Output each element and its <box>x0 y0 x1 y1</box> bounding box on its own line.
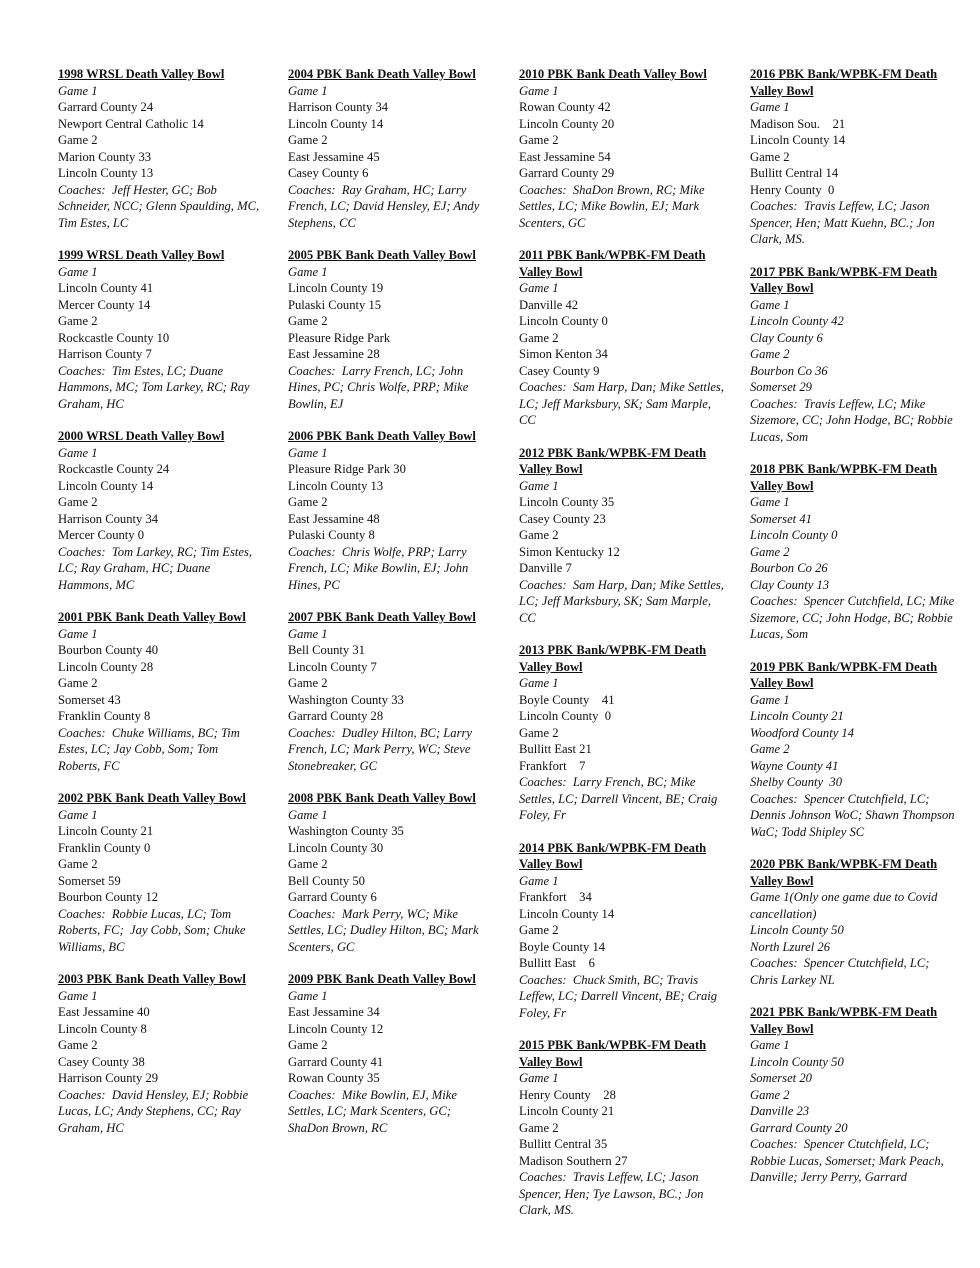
score-line: Lincoln County 0 <box>750 528 838 542</box>
score-line: Lincoln County 50 <box>750 923 844 937</box>
coaches-line: Coaches: Ray Graham, HC; Larry French, LC; David Hensley, EJ; Andy Stephens, CC <box>288 182 483 230</box>
score-line: Somerset 29 <box>750 380 812 394</box>
score-line: Rockcastle County 24 <box>58 462 170 476</box>
game-label: Game 1 <box>288 807 328 822</box>
game-label: Game 1 <box>288 988 328 1003</box>
score-line: Lincoln County 13 <box>58 166 154 180</box>
bowl-entry <box>750 659 958 841</box>
bowl-entry <box>288 790 493 955</box>
bowl-title: 2019 PBK Bank/WPBK-FM Death Valley Bowl <box>750 659 938 690</box>
game-label: Game 1 <box>288 83 328 98</box>
score-line: Clay County 13 <box>750 577 830 592</box>
bowl-entry <box>750 461 958 643</box>
bowl-entry <box>58 428 263 593</box>
score-line: Franklin County 8 <box>58 709 151 723</box>
game-label: Game 2 <box>58 133 98 147</box>
score-line: Garrard County 41 <box>288 1054 384 1069</box>
score-line: Henry County 0 <box>750 182 835 197</box>
score-line: Lincoln County 14 <box>750 133 846 147</box>
game-label: Game 1 <box>750 1038 790 1052</box>
score-line: Pulaski County 8 <box>288 528 375 542</box>
score-line: East Jessamine 48 <box>288 511 380 526</box>
bowl-entry <box>288 247 493 412</box>
coaches-line: Coaches: Sam Harp, Dan; Mike Settles, LC; Jeff Marksbury, SK; Sam Marple, CC <box>519 577 728 625</box>
score-line: Harrison County 29 <box>58 1071 159 1085</box>
bowl-title: 2013 PBK Bank/WPBK-FM Death Valley Bowl <box>519 643 707 674</box>
score-line: Somerset 59 <box>58 873 121 888</box>
score-line: Mercer County 14 <box>58 297 151 312</box>
score-line: East Jessamine 28 <box>288 347 380 361</box>
coaches-line: Coaches: Spencer Ctutchfield, LC; Robbie Lucas, Somerset; Mark Peach, Danville; Jerry Perry, Garrard <box>750 1137 947 1184</box>
game-label: Game 2 <box>58 676 98 690</box>
bowl-title: 2001 PBK Bank Death Valley Bowl <box>58 610 246 624</box>
game-label: Game 2 <box>288 676 328 690</box>
coaches-line: Coaches: ShaDon Brown, RC; Mike Settles, LC; Mike Bowlin, EJ; Mark Scenters, GC <box>519 182 708 230</box>
game-label: Game 2 <box>750 544 790 559</box>
score-line: Lincoln County 41 <box>58 281 154 295</box>
score-line: Harrison County 34 <box>288 100 389 114</box>
score-line: Bourbon Co 26 <box>750 561 828 575</box>
bowl-title: 2008 PBK Bank Death Valley Bowl <box>288 791 476 805</box>
game-label: Game 2 <box>750 347 790 361</box>
score-line: East Jessamine 54 <box>519 149 611 164</box>
score-line: Pleasure Ridge Park 30 <box>288 462 406 476</box>
bowl-entry <box>58 609 263 774</box>
score-line: Lincoln County 7 <box>288 659 377 674</box>
coaches-line: Coaches: Dudley Hilton, BC; Larry French, LC; Mark Perry, WC; Steve Stonebreaker, GC <box>288 725 476 773</box>
game-label: Game 1 <box>519 873 559 888</box>
score-line: Lincoln County 14 <box>288 116 384 131</box>
game-label: Game 2 <box>288 314 328 328</box>
game-label: Game 2 <box>58 495 98 509</box>
game-label: Game 2 <box>519 923 559 937</box>
score-line: Somerset 43 <box>58 692 121 707</box>
bowl-title: 2012 PBK Bank/WPBK-FM Death Valley Bowl <box>519 445 707 476</box>
coaches-line: Coaches: Larry French, LC; John Hines, PC; Chris Wolfe, PRP; Mike Bowlin, EJ <box>288 363 472 411</box>
column-2 <box>288 66 493 1152</box>
coaches-line: Coaches: Sam Harp, Dan; Mike Settles, LC; Jeff Marksbury, SK; Sam Marple, CC <box>519 380 728 427</box>
score-line: Lincoln County 14 <box>58 478 154 493</box>
score-line: Frankfort 34 <box>519 890 592 904</box>
bowl-entry <box>58 247 263 412</box>
score-line: Casey County 6 <box>288 166 369 180</box>
game-label: Game 1(Only one game due to Covid cancellation) <box>750 890 938 921</box>
coaches-line: Coaches: Chris Wolfe, PRP; Larry French, LC; Mike Bowlin, EJ; John Hines, PC <box>288 544 472 592</box>
game-label: Game 1 <box>58 83 98 98</box>
score-line: Washington County 33 <box>288 692 404 707</box>
score-line: Woodford County 14 <box>750 725 855 740</box>
score-line: Garrard County 24 <box>58 100 154 114</box>
bowl-title: 1999 WRSL Death Valley Bowl <box>58 248 225 262</box>
bowl-title: 2000 WRSL Death Valley Bowl <box>58 429 225 443</box>
game-label: Game 1 <box>288 445 328 460</box>
bowl-title: 2011 PBK Bank/WPBK-FM Death Valley Bowl <box>519 248 706 279</box>
score-line: Bourbon County 40 <box>58 643 159 657</box>
score-line: Pleasure Ridge Park <box>288 330 391 345</box>
game-label: Game 1 <box>58 626 98 641</box>
coaches-line: Coaches: Spencer Ctutchfield, LC; Dennis Johnson WoC; Shawn Thompson WaC; Todd Shipley SC <box>750 791 958 839</box>
game-label: Game 2 <box>288 1038 328 1052</box>
bowl-entry <box>288 971 493 1136</box>
game-label: Game 2 <box>519 1120 559 1135</box>
score-line: Garrard County 6 <box>288 890 377 904</box>
game-label: Game 2 <box>58 314 98 328</box>
score-line: Franklin County 0 <box>58 840 151 855</box>
score-line: Harrison County 34 <box>58 511 159 526</box>
score-line: Lincoln County 13 <box>288 478 384 493</box>
bowl-entry <box>519 840 724 1022</box>
bowl-title: 2018 PBK Bank/WPBK-FM Death Valley Bowl <box>750 462 938 493</box>
score-line: Simon Kentucky 12 <box>519 544 620 559</box>
score-line: Somerset 41 <box>750 511 812 526</box>
column-3 <box>519 66 728 1235</box>
game-label: Game 1 <box>750 495 790 509</box>
score-line: Lincoln County 0 <box>519 709 611 723</box>
score-line: Bourbon Co 36 <box>750 363 828 378</box>
bowl-entry <box>519 445 728 627</box>
bowl-entry <box>750 1004 955 1186</box>
game-label: Game 1 <box>750 100 790 114</box>
game-label: Game 1 <box>58 445 98 460</box>
score-line: Bullitt East 21 <box>519 742 592 756</box>
bowl-entry <box>58 971 263 1136</box>
score-line: Danville 7 <box>519 561 572 575</box>
bowl-title: 2002 PBK Bank Death Valley Bowl <box>58 791 246 805</box>
score-line: Garrard County 20 <box>750 1120 848 1135</box>
bowl-title: 2021 PBK Bank/WPBK-FM Death Valley Bowl <box>750 1005 938 1036</box>
coaches-line: Coaches: Travis Leffew, LC; Jason Spencer, Hen; Tye Lawson, BC.; Jon Clark, MS. <box>519 1170 707 1217</box>
score-line: Somerset 20 <box>750 1071 812 1085</box>
score-line: Clay County 6 <box>750 330 823 345</box>
score-line: Simon Kenton 34 <box>519 347 608 361</box>
coaches-line: Coaches: Spencer Ctutchfield, LC; Chris Larkey NL <box>750 956 933 987</box>
score-line: North Lzurel 26 <box>750 939 831 954</box>
column-1 <box>58 66 263 1152</box>
bowl-title: 2005 PBK Bank Death Valley Bowl <box>288 248 476 262</box>
game-label: Game 2 <box>750 149 790 164</box>
coaches-line: Coaches: Robbie Lucas, LC; Tom Roberts, FC; Jay Cobb, Som; Chuke Williams, BC <box>58 906 249 954</box>
coaches-line: Coaches: Travis Leffew, LC; Jason Spencer, Hen; Matt Kuehn, BC.; Jon Clark, MS. <box>750 199 938 246</box>
game-label: Game 1 <box>519 83 559 98</box>
game-label: Game 2 <box>750 1087 790 1102</box>
score-line: Rowan County 35 <box>288 1071 380 1085</box>
game-label: Game 1 <box>750 297 790 312</box>
coaches-line: Coaches: Travis Leffew, LC; Mike Sizemore, CC; John Hodge, BC; Robbie Lucas, Som <box>750 396 956 444</box>
score-line: Lincoln County 50 <box>750 1054 844 1069</box>
score-line: Madison Southern 27 <box>519 1153 628 1168</box>
score-line: Shelby County 30 <box>750 775 842 789</box>
bowl-entry <box>519 1037 724 1219</box>
coaches-line: Coaches: David Hensley, EJ; Robbie Lucas, LC; Andy Stephens, CC; Ray Graham, HC <box>58 1087 252 1135</box>
coaches-line: Coaches: Chuke Williams, BC; Tim Estes, LC; Jay Cobb, Som; Tom Roberts, FC <box>58 725 244 773</box>
bowl-entry <box>519 66 724 231</box>
score-line: Lincoln County 8 <box>58 1021 147 1036</box>
game-label: Game 1 <box>519 676 559 690</box>
score-line: Lincoln County 35 <box>519 495 615 509</box>
game-label: Game 2 <box>288 133 328 147</box>
score-line: Lincoln County 0 <box>519 314 608 328</box>
score-line: Rowan County 42 <box>519 100 611 114</box>
bowl-title: 2003 PBK Bank Death Valley Bowl <box>58 972 246 986</box>
score-line: Lincoln County 20 <box>519 116 615 131</box>
score-line: Lincoln County 12 <box>288 1021 384 1036</box>
game-label: Game 2 <box>750 742 790 756</box>
score-line: Pulaski County 15 <box>288 297 382 312</box>
bowl-entry <box>750 856 955 988</box>
score-line: Bullitt Central 14 <box>750 166 839 180</box>
coaches-line: Coaches: Spencer Cutchfield, LC; Mike Sizemore, CC; John Hodge, BC; Robbie Lucas, Som <box>750 594 958 641</box>
bowl-entry <box>58 66 263 231</box>
bowl-entry <box>519 642 724 824</box>
game-label: Game 2 <box>519 330 559 345</box>
score-line: Henry County 28 <box>519 1087 616 1102</box>
game-label: Game 1 <box>58 264 98 279</box>
score-line: Lincoln County 21 <box>58 824 154 838</box>
coaches-line: Coaches: Mike Bowlin, EJ, Mike Settles, LC; Mark Scenters, GC; ShaDon Brown, RC <box>288 1087 461 1135</box>
score-line: Frankfort 7 <box>519 758 586 773</box>
score-line: Casey County 38 <box>58 1054 145 1069</box>
score-line: Bell County 50 <box>288 873 365 888</box>
coaches-line: Coaches: Tim Estes, LC; Duane Hammons, MC; Tom Larkey, RC; Ray Graham, HC <box>58 363 253 411</box>
bowl-title: 2009 PBK Bank Death Valley Bowl <box>288 972 476 986</box>
bowl-entry <box>288 428 493 593</box>
coaches-line: Coaches: Jeff Hester, GC; Bob Schneider, NCC; Glenn Spaulding, MC, Tim Estes, LC <box>58 182 263 230</box>
score-line: Lincoln County 42 <box>750 314 844 328</box>
game-label: Game 1 <box>58 807 98 822</box>
game-label: Game 2 <box>58 1038 98 1052</box>
score-line: Lincoln County 19 <box>288 281 384 295</box>
game-label: Game 2 <box>519 725 559 740</box>
bowl-title: 2015 PBK Bank/WPBK-FM Death Valley Bowl <box>519 1038 707 1069</box>
coaches-line: Coaches: Larry French, BC; Mike Settles, LC; Darrell Vincent, BE; Craig Foley, Fr <box>519 775 721 822</box>
score-line: East Jessamine 34 <box>288 1005 380 1019</box>
score-line: Washington County 35 <box>288 824 404 838</box>
score-line: Lincoln County 14 <box>519 906 615 921</box>
score-line: Lincoln County 28 <box>58 659 154 674</box>
score-line: Danville 42 <box>519 297 579 312</box>
bowl-title: 2004 PBK Bank Death Valley Bowl <box>288 67 476 81</box>
score-line: Bullitt Central 35 <box>519 1137 608 1151</box>
game-label: Game 2 <box>288 495 328 509</box>
bowl-entry <box>288 66 493 231</box>
bowl-entry <box>288 609 493 774</box>
score-line: Danville 23 <box>750 1104 810 1118</box>
score-line: Garrard County 28 <box>288 709 384 723</box>
score-line: Lincoln County 21 <box>519 1104 615 1118</box>
coaches-line: Coaches: Tom Larkey, RC; Tim Estes, LC; Ray Graham, HC; Duane Hammons, MC <box>58 544 256 592</box>
score-line: Casey County 23 <box>519 511 606 526</box>
coaches-line: Coaches: Mark Perry, WC; Mike Settles, LC; Dudley Hilton, BC; Mark Scenters, GC <box>288 906 482 954</box>
score-line: Newport Central Catholic 14 <box>58 116 204 131</box>
score-line: Lincoln County 30 <box>288 840 384 855</box>
bowl-entry <box>58 790 263 955</box>
score-line: Wayne County 41 <box>750 758 839 773</box>
score-line: Casey County 9 <box>519 363 600 378</box>
bowl-title: 2014 PBK Bank/WPBK-FM Death Valley Bowl <box>519 840 707 871</box>
bowl-title: 2017 PBK Bank/WPBK-FM Death Valley Bowl <box>750 264 938 295</box>
game-label: Game 2 <box>288 857 328 871</box>
column-4 <box>750 66 958 1202</box>
game-label: Game 1 <box>519 478 559 493</box>
bowl-entry <box>519 247 728 429</box>
score-line: Bullitt East 6 <box>519 956 595 970</box>
bowl-title: 2007 PBK Bank Death Valley Bowl <box>288 610 476 624</box>
score-line: Boyle County 41 <box>519 692 615 707</box>
score-line: Rockcastle County 10 <box>58 330 170 345</box>
game-label: Game 1 <box>519 281 559 295</box>
score-line: Garrard County 29 <box>519 166 615 180</box>
game-label: Game 2 <box>519 133 559 147</box>
bowl-title: 2006 PBK Bank Death Valley Bowl <box>288 429 476 443</box>
bowl-entry <box>750 264 955 446</box>
coaches-line: Coaches: Chuck Smith, BC; Travis Leffew, LC; Darrell Vincent, BE; Craig Foley, Fr <box>519 972 721 1020</box>
bowl-title: 2010 PBK Bank Death Valley Bowl <box>519 67 707 81</box>
score-line: Madison Sou. 21 <box>750 116 846 131</box>
bowl-title: 2016 PBK Bank/WPBK-FM Death Valley Bowl <box>750 67 938 98</box>
game-label: Game 1 <box>288 264 328 279</box>
game-label: Game 2 <box>519 528 559 542</box>
game-label: Game 1 <box>58 988 98 1003</box>
score-line: East Jessamine 40 <box>58 1005 150 1019</box>
score-line: Mercer County 0 <box>58 528 145 542</box>
bowl-entry <box>750 66 955 248</box>
bowl-title: 1998 WRSL Death Valley Bowl <box>58 67 225 81</box>
game-label: Game 1 <box>519 1071 559 1085</box>
score-line: Harrison County 7 <box>58 347 152 361</box>
score-line: Marion County 33 <box>58 149 152 164</box>
score-line: Lincoln County 21 <box>750 709 844 723</box>
game-label: Game 1 <box>288 626 328 641</box>
bowl-title: 2020 PBK Bank/WPBK-FM Death Valley Bowl <box>750 857 938 888</box>
game-label: Game 2 <box>58 857 98 871</box>
score-line: Boyle County 14 <box>519 939 606 954</box>
score-line: Bourbon County 12 <box>58 890 159 904</box>
score-line: Bell County 31 <box>288 643 365 657</box>
score-line: East Jessamine 45 <box>288 149 380 164</box>
game-label: Game 1 <box>750 692 790 707</box>
